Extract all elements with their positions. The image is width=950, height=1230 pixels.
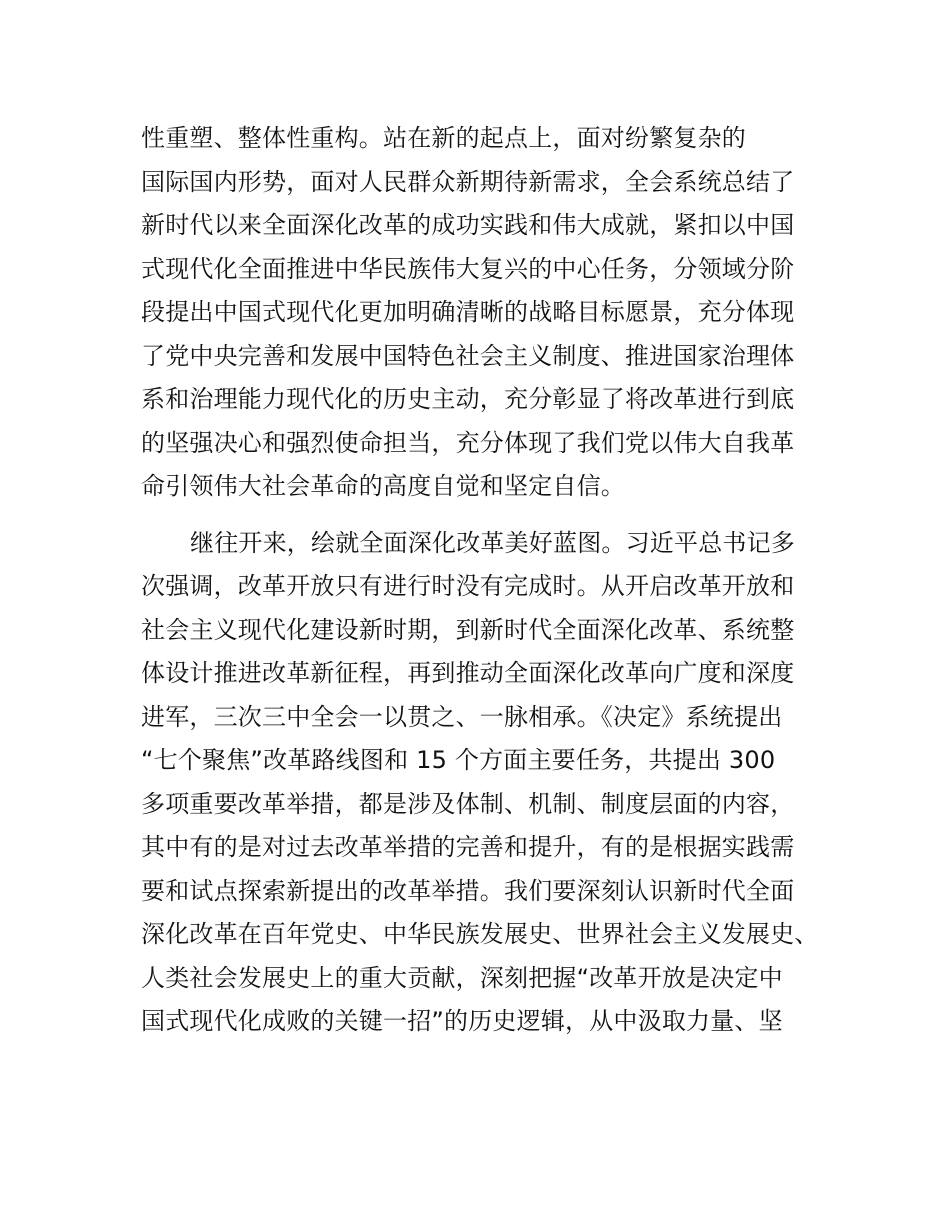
paragraph-1: [141, 117, 821, 509]
text-line: 进军，三次三中全会一以贯之、一脉相承。《决定》系统提出: [141, 702, 783, 731]
text-line: 体设计推进改革新征程，再到推动全面深化改革向广度和深度: [141, 659, 795, 687]
paragraph-2: [141, 522, 821, 1044]
text-line: 性重塑、整体性重构。站在新的起点上，面对纷繁复杂的: [141, 124, 746, 152]
text-line: 多项重要改革举措，都是涉及体制、机制、制度层面的内容，: [141, 789, 795, 818]
text-line: 命引领伟大社会革命的高度自觉和坚定自信。: [141, 472, 625, 500]
text-line: 次强调，改革开放只有进行时没有完成时。从开启改革开放和: [141, 572, 795, 600]
text-line: 国际国内形势，面对人民群众新期待新需求，全会系统总结了: [141, 167, 795, 196]
text-line: 段提出中国式现代化更加明确清晰的战略目标愿景，充分体现: [141, 298, 795, 326]
text-line: 其中有的是对过去改革举措的完善和提升，有的是根据实践需: [141, 833, 795, 861]
text-line: 式现代化全面推进中华民族伟大复兴的中心任务，分领域分阶: [141, 254, 795, 283]
text-line: 继往开来，绘就全面深化改革美好蓝图。习近平总书记多: [190, 528, 795, 557]
text-line: 要和试点探索新提出的改革举措。我们要深刻认识新时代全面: [141, 876, 795, 905]
text-line: 深化改革在百年党史、中华民族发展史、世界社会主义发展史、: [141, 920, 819, 948]
text-line: 新时代以来全面深化改革的成功实践和伟大成就，紧扣以中国: [141, 211, 795, 239]
text-line: 国式现代化成败的关键一招”的历史逻辑，从中汲取力量、坚: [141, 1007, 783, 1035]
text-line: 系和治理能力现代化的历史主动，充分彰显了将改革进行到底: [141, 385, 795, 413]
text-line: 人类社会发展史上的重大贡献，深刻把握“改革开放是决定中: [141, 963, 783, 992]
text-line: 社会主义现代化建设新时期，到新时代全面深化改革、系统整: [141, 615, 795, 644]
body-text: [141, 117, 821, 1044]
text-line: 了党中央完善和发展中国特色社会主义制度、推进国家治理体: [141, 341, 795, 370]
text-line: 的坚强决心和强烈使命担当，充分体现了我们党以伟大自我革: [141, 428, 795, 457]
text-line: “七个聚焦”改革路线图和 15 个方面主要任务，共提出 300: [141, 746, 776, 774]
